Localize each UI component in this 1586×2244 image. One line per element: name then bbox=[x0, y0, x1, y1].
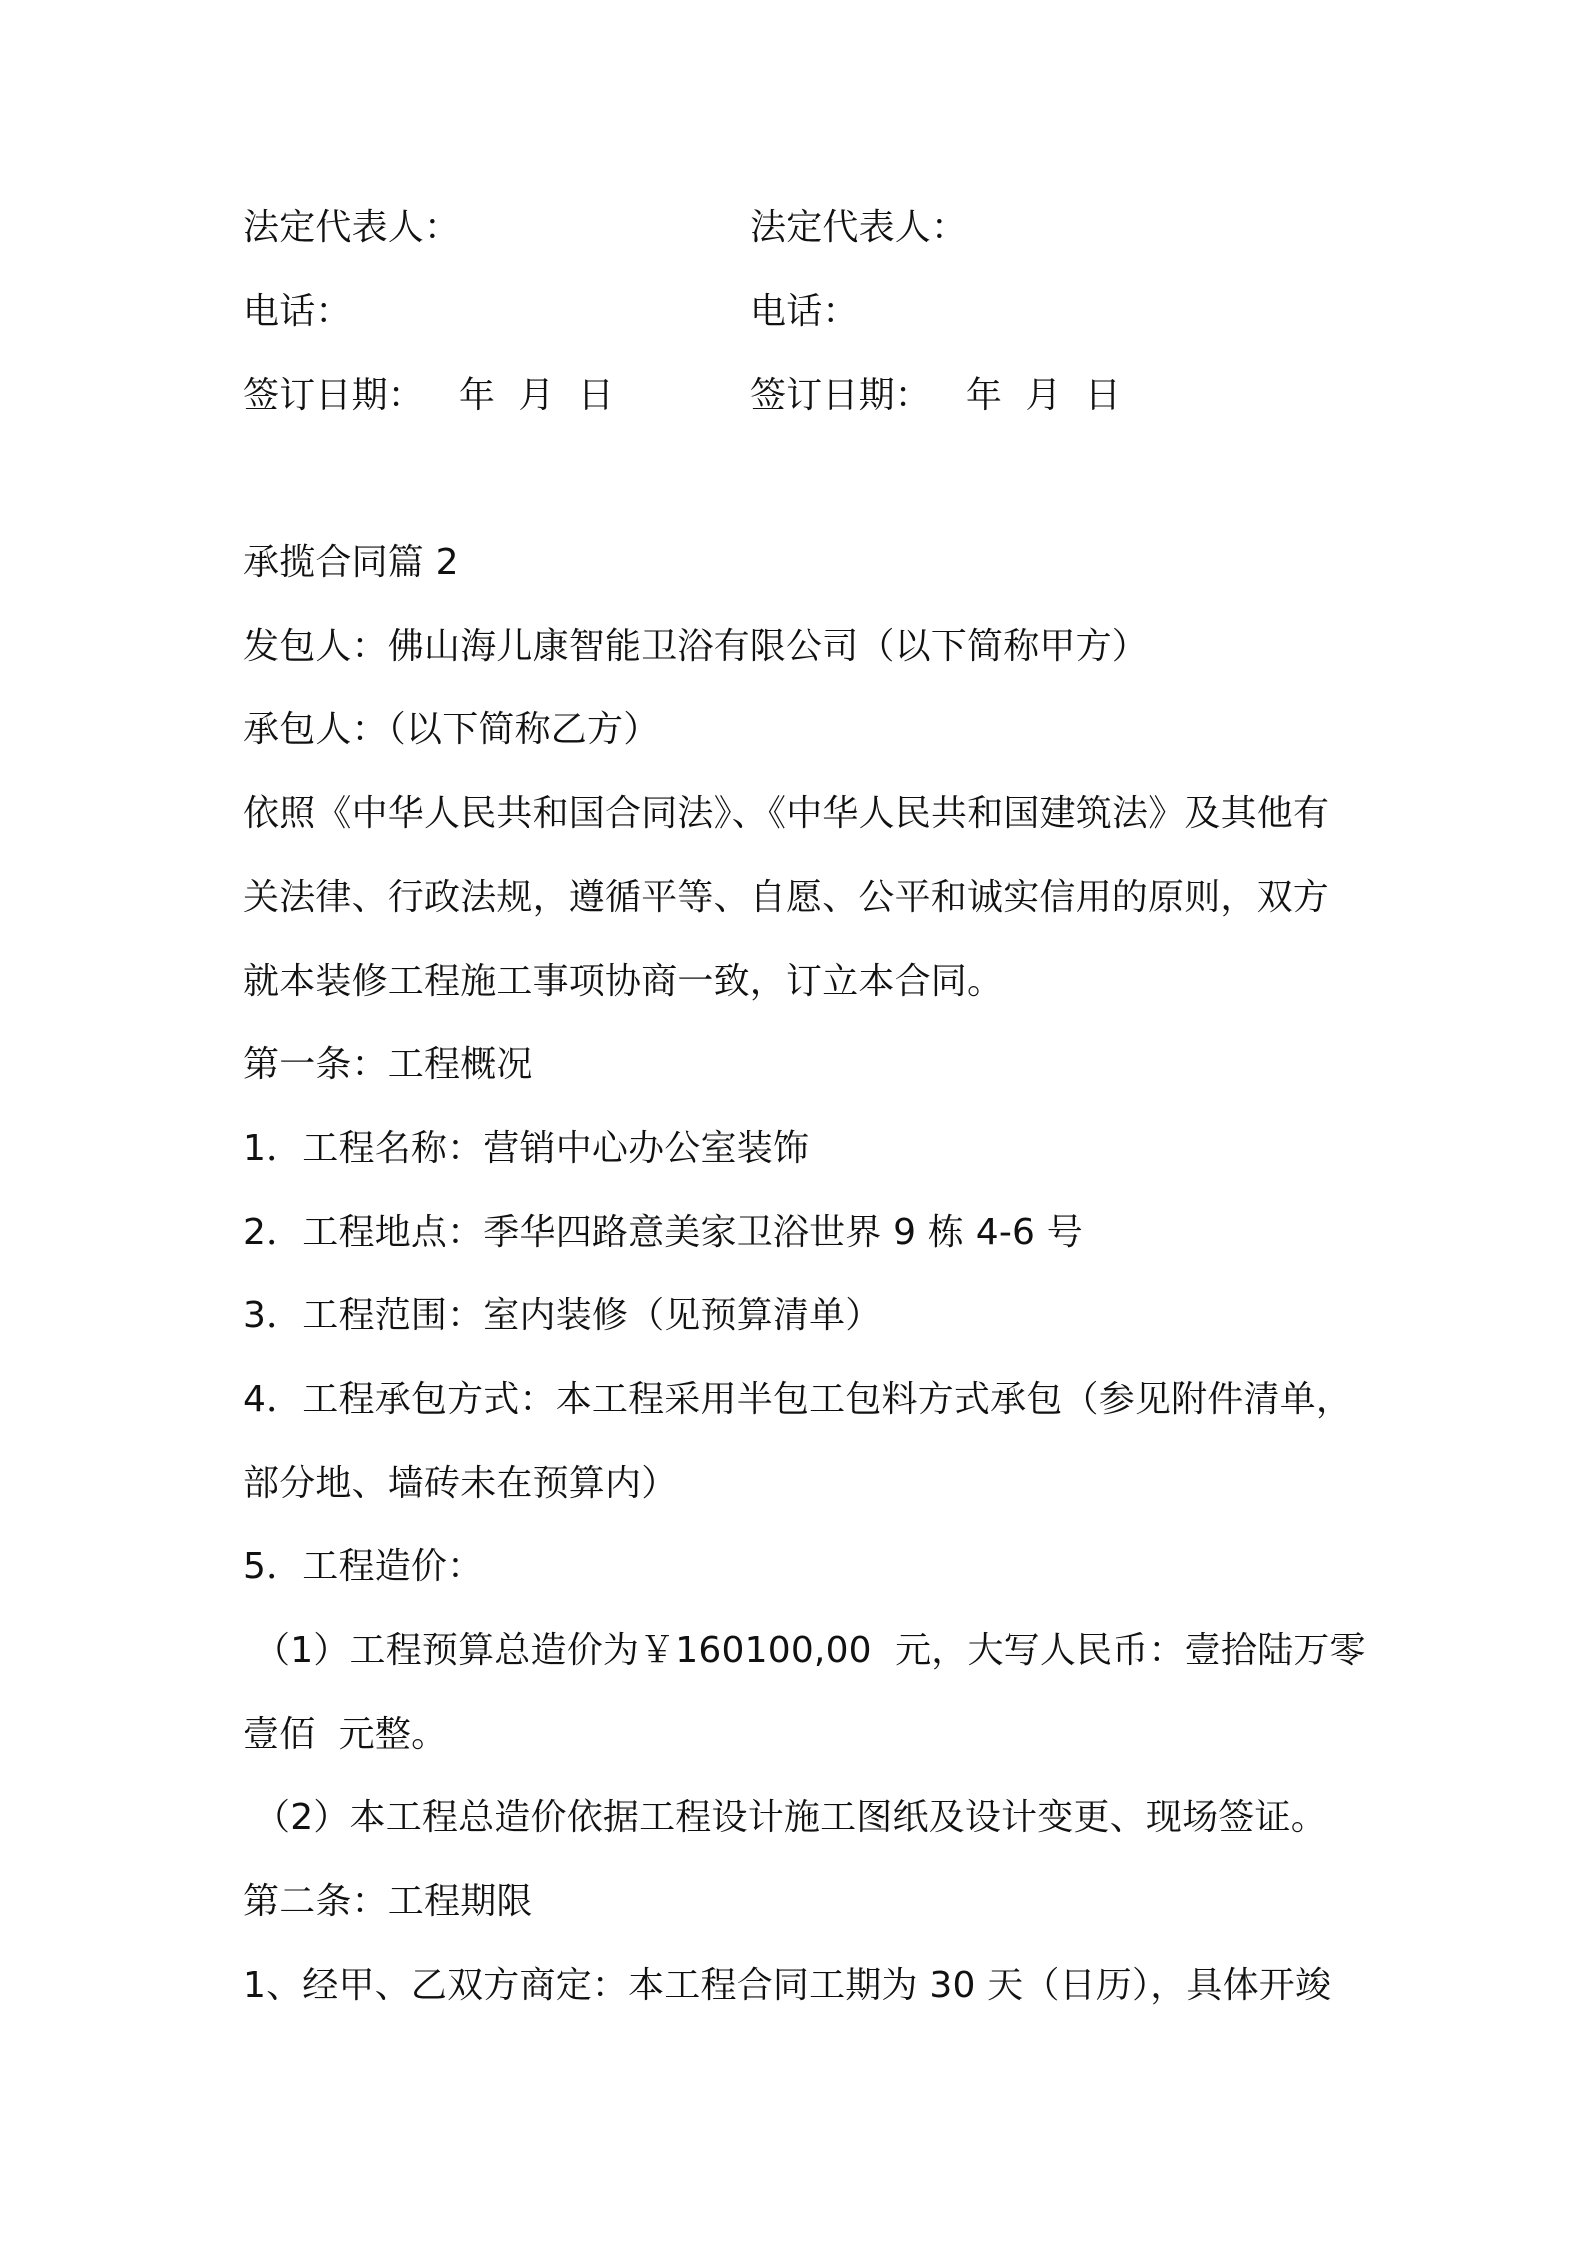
article1-item: 1．工程名称：营销中心办公室装饰 bbox=[243, 1128, 810, 1169]
right-legal-rep-label: 法定代表人： bbox=[750, 207, 968, 248]
contractor-line: 承包人：（以下简称乙方） bbox=[243, 709, 660, 750]
article1-item: 2．工程地点：季华四路意美家卫浴世界 9 栋 4-6 号 bbox=[243, 1212, 1083, 1253]
left-sign-date: 签订日期： 年 月 日 bbox=[243, 375, 615, 416]
cost-item: （1）工程预算总造价为￥160100,00 元，大写人民币：壹拾陆万零 bbox=[254, 1630, 1366, 1671]
contract-title: 承揽合同篇 2 bbox=[243, 542, 459, 583]
preamble-line: 关法律、行政法规，遵循平等、自愿、公平和诚实信用的原则，双方 bbox=[243, 877, 1330, 918]
article2-item: 1、经甲、乙双方商定：本工程合同工期为 30 天（日历），具体开竣 bbox=[243, 1965, 1332, 2006]
article1-item: 5．工程造价： bbox=[243, 1546, 484, 1587]
preamble-line: 就本装修工程施工事项协商一致，订立本合同。 bbox=[243, 961, 1004, 1002]
cost-item: 壹佰 元整。 bbox=[243, 1714, 448, 1755]
cost-item: （2）本工程总造价依据工程设计施工图纸及设计变更、现场签证。 bbox=[254, 1797, 1327, 1838]
left-legal-rep-label: 法定代表人： bbox=[243, 207, 461, 248]
preamble-line: 依照《中华人民共和国合同法》、《中华人民共和国建筑法》及其他有 bbox=[243, 793, 1330, 834]
article2-heading: 第二条：工程期限 bbox=[243, 1881, 533, 1922]
article1-heading: 第一条：工程概况 bbox=[243, 1044, 533, 1085]
article1-item: 部分地、墙砖未在预算内） bbox=[243, 1463, 678, 1504]
left-phone-label: 电话： bbox=[243, 291, 352, 332]
employer-line: 发包人：佛山海儿康智能卫浴有限公司（以下简称甲方） bbox=[243, 626, 1149, 667]
right-phone-label: 电话： bbox=[750, 291, 859, 332]
article1-item: 4．工程承包方式：本工程采用半包工包料方式承包（参见附件清单， bbox=[243, 1379, 1353, 1420]
article1-item: 3．工程范围：室内装修（见预算清单） bbox=[243, 1295, 882, 1336]
right-sign-date: 签订日期： 年 月 日 bbox=[750, 375, 1122, 416]
